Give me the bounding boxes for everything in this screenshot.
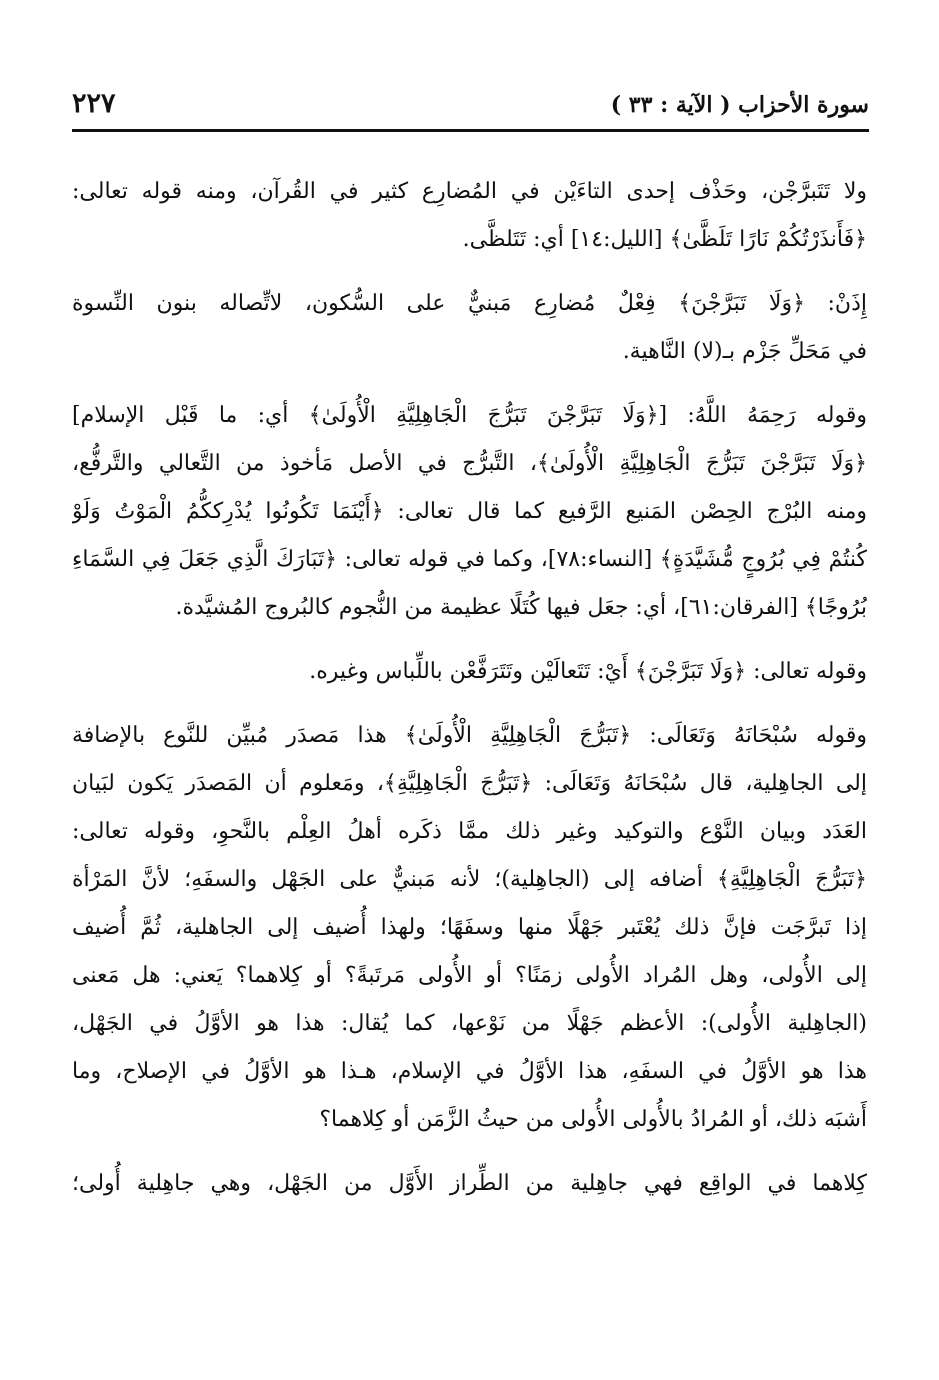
body-text bbox=[72, 168, 867, 1208]
paragraph bbox=[72, 392, 867, 632]
text-line: إذا تَبرَّجَت فإنَّ ذلك يُعْتَبر جَهْلًا منها وسفَهًا؛ ولهذا أُضيف إلى الجاهلية، ثُمَّ أُضيف bbox=[72, 915, 867, 940]
text-line: هذا هو الأوَّلُ في السفَهِ، هذا الأوَّلُ في الإسلام، هـذا هو الأوَّلُ في الإصلاح، وما bbox=[72, 1059, 867, 1084]
text-line: ﴿تَبَرُّجَ الْجَاهِلِيَّةِ﴾ أضافه إلى (الجاهِلية)؛ لأنه مَبنيٌّ على الجَهْل والسفَهِ؛ لأنَّ المَرْأة bbox=[72, 867, 867, 892]
text-line: وقوله سُبْحَانَهُ وَتَعَالَى: ﴿تَبَرُّجَ الْجَاهِلِيَّةِ الْأُولَىٰ﴾ هذا مَصدَر مُبيِّن للنَّوع بالإضافة bbox=[72, 723, 867, 748]
paragraph bbox=[72, 648, 867, 696]
text-line: (الجاهِلية الأُولى): الأعظم جَهْلًا من نَوْعها، كما يُقال: هذا هو الأوَّلُ في الجَهْل، bbox=[72, 1011, 867, 1036]
header-divider bbox=[72, 129, 869, 132]
text-line: كُنتُمْ فِي بُرُوجٍ مُّشَيَّدَةٍ﴾ [النساء:٧٨]، وكما في قوله تعالى: ﴿تَبَارَكَ الَّذِي جَعَلَ فِي السَّمَاءِ bbox=[72, 547, 867, 572]
paragraph bbox=[72, 280, 867, 376]
text-line: إلى الجاهِلية، قال سُبْحَانَهُ وَتَعَالَى: ﴿تَبَرُّجَ الْجَاهِلِيَّةِ﴾، ومَعلوم أن المَصدَر يَكون لبَيان bbox=[72, 771, 867, 796]
text-line: وقوله رَحِمَهُ اللَّهُ: [﴿وَلَا تَبَرَّجْنَ تَبَرُّجَ الْجَاهِلِيَّةِ الْأُولَىٰ﴾ أي: ما قَبْل الإسلام] bbox=[72, 403, 867, 428]
text-line: وقوله تعالى: ﴿وَلَا تَبَرَّجْنَ﴾ أَيْ: تَتَعالَيْن وتَتَرَفَّعْن باللِّباس وغيره. bbox=[309, 659, 867, 684]
page-header bbox=[72, 88, 869, 128]
text-line: إِذَنْ: ﴿وَلَا تَبَرَّجْنَ﴾ فِعْلٌ مُضارِع مَبنيٌّ على السُّكون، لاتِّصاله بنون النِّسوة bbox=[72, 291, 867, 316]
page-number: ٢٢٧ bbox=[72, 88, 116, 119]
paragraph bbox=[72, 168, 867, 264]
paragraph bbox=[72, 712, 867, 1144]
text-line: ﴿وَلَا تَبَرَّجْنَ تَبَرُّجَ الْجَاهِلِيَّةِ الْأُولَىٰ﴾، التَّبرُّج في الأصل مَأخوذ من التَّعالي والتَّرفُّع، bbox=[72, 451, 867, 476]
text-line: ﴿فَأَنذَرْتُكُمْ نَارًا تَلَظَّىٰ﴾ [الليل:١٤] أي: تَتَلظَّى. bbox=[462, 227, 867, 252]
text-line: العَدَد وبيان النَّوْع والتوكيد وغير ذلك ممَّا ذكَره أهلُ العِلْم بالنَّحوِ، وقوله تعالى: bbox=[72, 819, 867, 844]
text-line: في مَحَلِّ جَزْم بـ(لا) النَّاهية. bbox=[622, 339, 867, 364]
surah-title: سورة الأحزاب ( الآية : ٣٣ ) bbox=[610, 92, 869, 118]
text-line: أَشبَه ذلك، أو المُرادُ بالأُولى الأُولى من حيثُ الزَّمَن أو كِلاهما؟ bbox=[319, 1107, 867, 1132]
text-line: إلى الأُولى، وهل المُراد الأُولى زمَنًا؟ أو الأُولى مَرتَبةً؟ أو كِلاهما؟ يَعني: هل مَعنى bbox=[72, 963, 867, 988]
text-line: كِلاهما في الواقِع فهي جاهِلية من الطِّراز الأَوَّل من الجَهْل، وهي جاهِلية أُولى؛ bbox=[72, 1171, 867, 1196]
text-line: بُرُوجًا﴾ [الفرقان:٦١]، أي: جعَل فيها كُتَلًا عظيمة من النُّجوم كالبُروج المُشيَّدة. bbox=[175, 595, 867, 620]
text-line: ولا تَتَبرَّجْن، وحَذْف إحدى التاءَيْن في المُضارِع كثير في القُرآن، ومنه قوله تعالى: bbox=[72, 179, 867, 204]
text-line: ومنه البُرْج الحِصْن المَنيع الرَّفيع كما قال تعالى: ﴿أَيْنَمَا تَكُونُوا يُدْرِككُّمُ الْمَوْتُ وَلَوْ bbox=[72, 499, 867, 524]
paragraph bbox=[72, 1160, 867, 1208]
